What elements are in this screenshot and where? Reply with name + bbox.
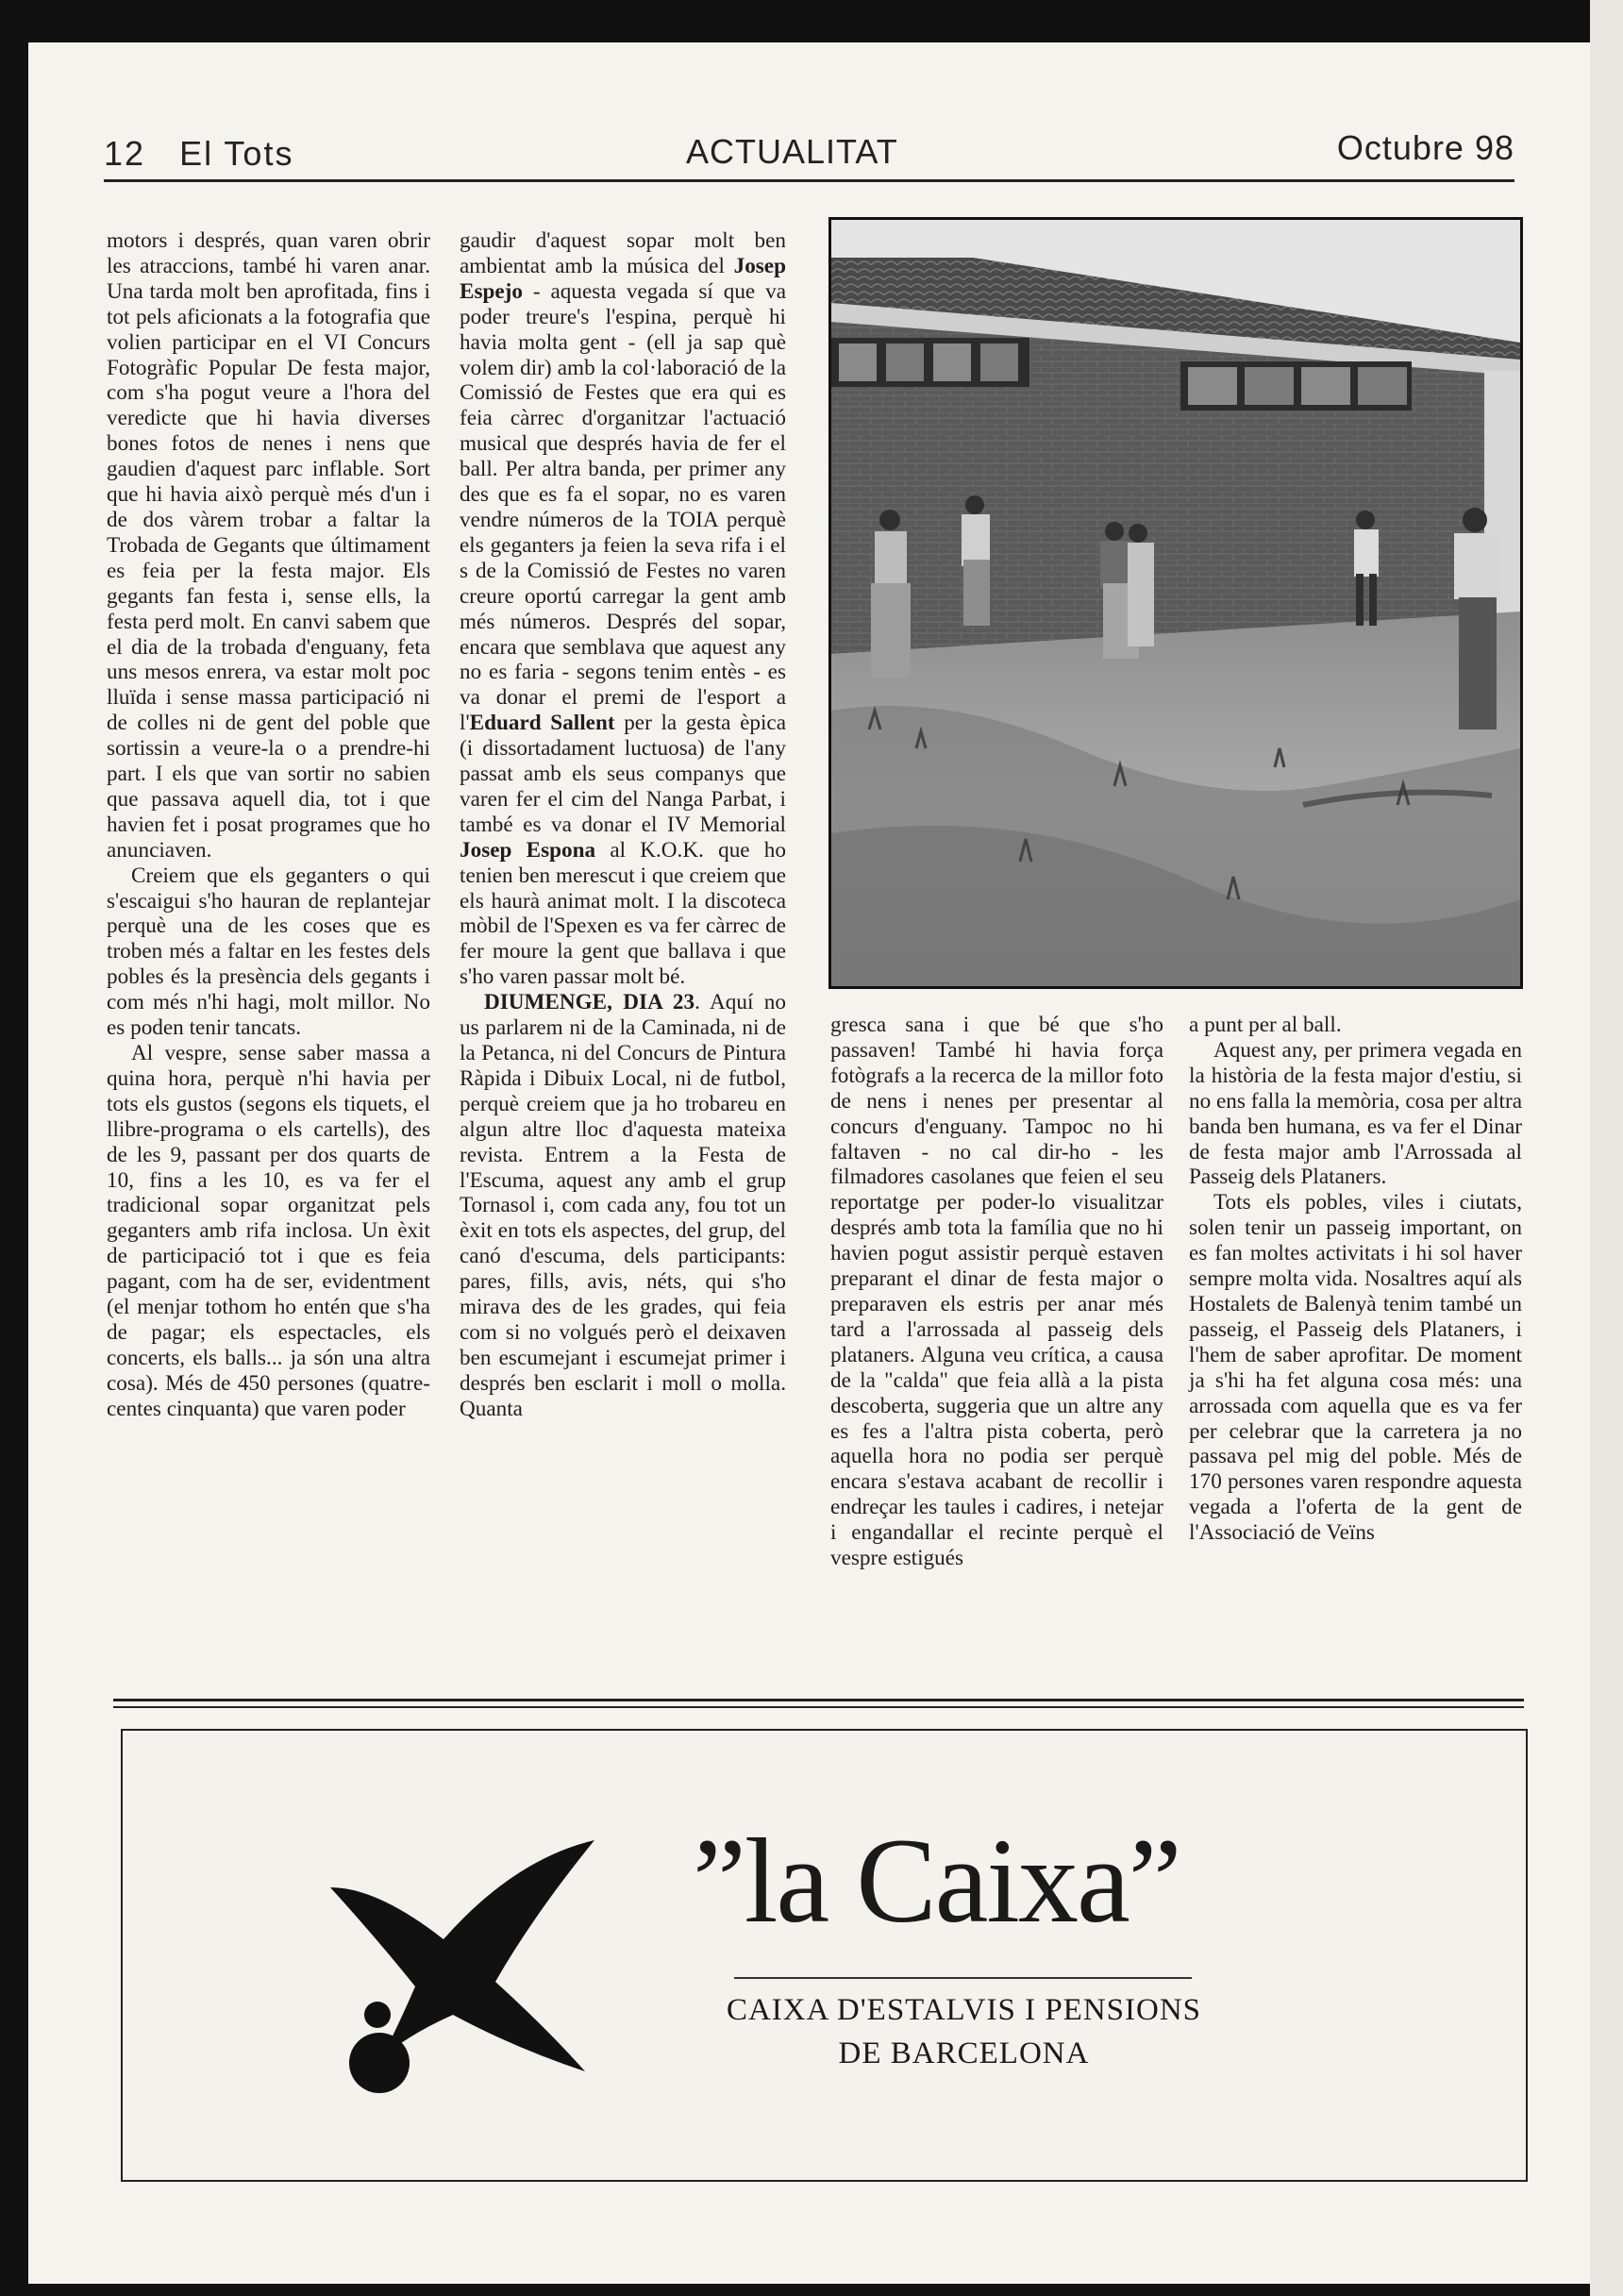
paragraph: gresca sana i que bé que s'ho passaven! També hi havia força fotògrafs a la recerca de la millor foto de nens i nenes per presentar al concurs d'enguany. Tampoc no hi faltaven - no cal dir-ho - les filmadores casolanes que feien el seu reportatge per poder-lo visualitzar després amb tota la família que no hi havien pogut assistir perquè estaven preparant el dinar de festa major o preparaven els estris per anar més tard a l'arrossada al passeig dels plataners. Alguna veu crítica, a causa de la "calda" que feia allà a la pista descoberta, suggeria que un altre any es fes a l'altra pista coberta, però aquella hora no podia ser perquè encara s'estava acabant de recollir i endreçar les taules i cadires, i netejar i engandallar el recinte perquè el vespre estigués [830, 1013, 1163, 1571]
divider [113, 1706, 1524, 1708]
text-run: al K.O.K. que ho tenien ben merescut i que creiem que els haurà animat molt. I la discoteca mòbil de l'Spexen es va fer càrrec de fer moure la gent que ballava i que s'ho varen passar molt bé. [460, 837, 786, 990]
article-column-2 [460, 228, 786, 1422]
brand-tagline-line1: CAIXA D'ESTALVIS I PENSIONS [726, 1993, 1202, 2027]
text-run: per la gesta èpica (i dissortadament luctuosa) de l'any passat amb els seus companys que varen fer el cim del Nanga Parbat, i també es va donar el IV Memorial [460, 711, 786, 837]
bold-name: Josep Espejo [460, 253, 786, 304]
star-logo-icon [311, 1831, 623, 2095]
bold-name: Eduard Sallent [469, 711, 615, 736]
page-header [104, 123, 1514, 182]
bold-name: Josep Espona [460, 837, 596, 863]
page-edge [1590, 0, 1623, 2296]
paragraph [460, 228, 786, 990]
brand-tagline-line2: DE BARCELONA [838, 2036, 1090, 2070]
paragraph: a punt per al ball. [1189, 1013, 1342, 1037]
article-column-3 [830, 1013, 1163, 1571]
publication-name: El Tots [179, 134, 294, 173]
page-number: 12 [104, 134, 146, 173]
text-run: - aquesta vegada sí que va poder treure's l'espina, perquè hi havia molta gent - (ell ja sap què volem dir) amb la col·laboració de la Comissió de Festes que era qui es feia càrrec d'organitzar l'actuació musical que després havia de fer el ball. Per altra banda, per primer any des que es fa el sopar, no es varen vendre números de la TOIA perquè els geganters ja feien la seva rifa i el s de la Comissió de Festes no varen creure oportú carregar la gent amb més números. Després del sopar, encara que semblava que aquest any no es faria - segons tenim entès - es va donar el premi de l'esport a l' [460, 278, 786, 736]
paragraph: Tots els pobles, viles i ciutats, solen tenir un passeig important, on es fan moltes activitats i hi sol haver sempre molta vida. Nosaltres aquí als Hostalets de Balenyà tenim també un passeig, el Passeig dels Plataners, i l'hem de saber aprofitar. De moment ja s'hi ha fet alguna cosa més: una arrossada com aquella que es va fer per celebrar que la carretera ja no passava pel mig del poble. Més de 170 persones varen respondre aquesta vegada a l'oferta de la gent de l'Associació de Veïns [1189, 1190, 1522, 1546]
header-left [104, 134, 293, 174]
photo-illustration [831, 220, 1520, 986]
paragraph: Aquest any, per primera vegada en la història de la festa major d'estiu, si no ens falla la memòria, cosa per altra banda ben humana, es va fer el Dinar de festa major amb l'Arrossada al Passeig dels Plataners. [1189, 1037, 1522, 1190]
article-column-1 [107, 228, 430, 1422]
brand-name: ”la Caixa” [693, 1814, 1180, 1948]
subheading: DIUMENGE, DIA 23 [484, 990, 695, 1015]
sack-race-photo [828, 217, 1523, 989]
brand-underline [734, 1977, 1192, 1979]
paragraph [460, 990, 786, 1421]
divider [113, 1699, 1524, 1701]
paragraph: motors i després, quan varen obrir les atraccions, també hi varen anar. Una tarda molt ben aprofitada, fins i tot pels aficionats a la fotografia que volien participar en el VI Concurs Fotogràfic Popular De festa major, com s'ha pogut veure a l'hora del veredicte que hi havia diverses bones fotos de nenes i nens que gaudien d'aquest parc inflable. Sort que hi havia això perquè més d'un i de dos vàrem trobar a faltar la Trobada de Gegants que últimament es feia per la festa major. Els gegants fan festa i, sense ells, la festa perd molt. En canvi sabem que el dia de la trobada d'enguany, feta uns mesos enrera, va estar molt poc lluïda i sense massa participació ni de colles ni de gent del poble que sortissin a veure-la o a prendre-hi part. I els que van sortir no sabien que passava aquell dia, tot i que havien fet i posat programes que ho anunciaven. [107, 228, 430, 863]
section-title: ACTUALITAT [686, 132, 898, 171]
article-column-4 [1189, 1013, 1522, 1546]
paragraph: Al vespre, sense saber massa a quina hora, perquè n'hi havia per tots els gustos (segons els tiquets, el llibre-programa o els cartells), des de les 9, passant per dos quarts de 10, fins a les 10, es va fer el tradicional sopar organitzat pels geganters amb rifa inclosa. Un èxit de participació tot i que es feia pagant, com ha de ser, evidentment (el menjar tothom ho entén que s'ha de pagar; els espectacles, els concerts, els balls... ja són una altra cosa). Més de 450 persones (quatre-centes cinquanta) que varen poder [107, 1041, 430, 1421]
paragraph: Creiem que els geganters o qui s'escaigui s'ho hauran de replantejar perquè una de les coses que es troben més a faltar en les festes dels pobles és la presència dels gegants i com més n'hi hagi, molt millor. No es poden tenir tancats. [107, 863, 430, 1041]
text-run: . Aquí no us parlarem ni de la Caminada, ni de la Petanca, ni del Concurs de Pintura Ràpida i Dibuix Local, ni de futbol, perquè creiem que ja ho trobareu en algun altre lloc d'aquesta mateixa revista. Entrem a la Festa de l'Escuma, aquest any amb el grup Tornasol i, com cada any, fou tot un èxit en tots els aspectes, del grup, del canó d'escuma, dels participants: pares, fills, avis, néts, qui s'ho mirava des de les grades, qui feia com si no volgués però el deixaven ben escumejant i escumejat primer i després ben esclarit i moll o molla. Quanta [460, 990, 786, 1421]
issue-date: Octubre 98 [1336, 128, 1514, 167]
text-run: gaudir d'aquest sopar molt ben ambientat amb la música del [460, 228, 786, 278]
